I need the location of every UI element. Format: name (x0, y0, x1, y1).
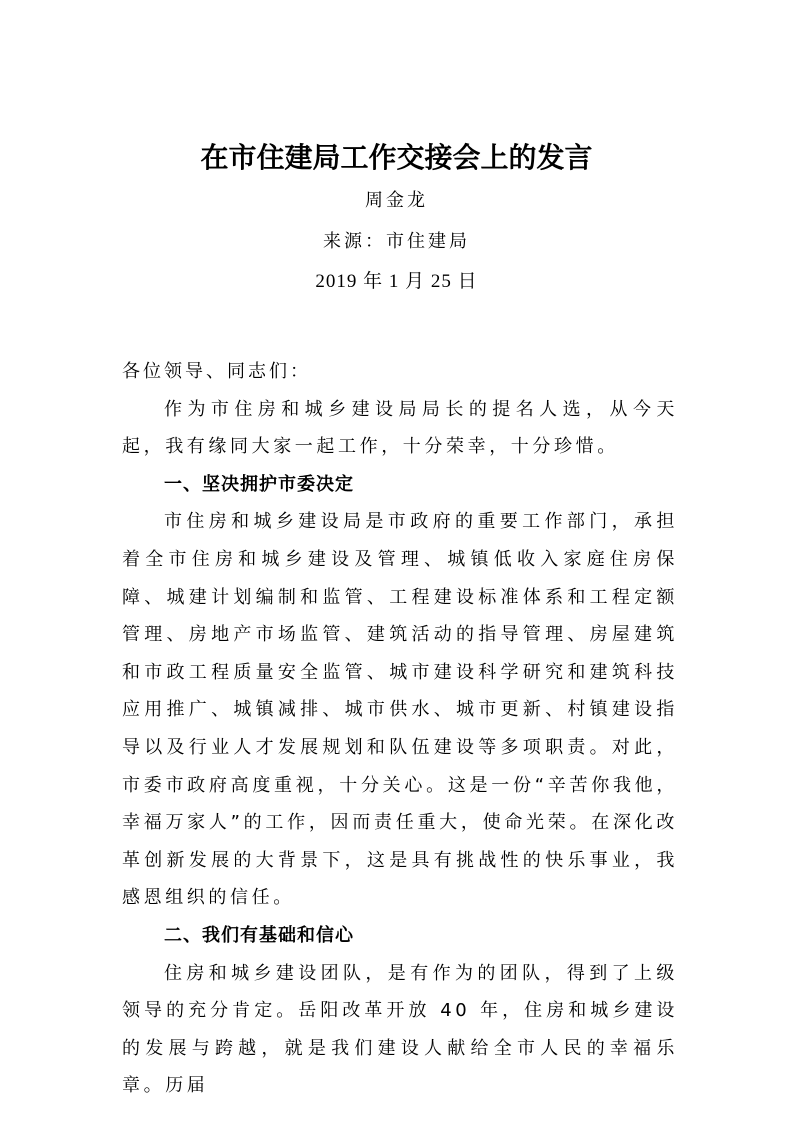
source-line: 来源：市住建局 (323, 231, 470, 252)
greeting: 各位领导、同志们： (122, 361, 311, 382)
section-paragraph-2: 住房和城乡建设团队，是有作为的团队，得到了上级领导的充分肯定。岳阳改革开放 40 年，住房和城乡建设的发展与跨越，就是我们建设人献给全市人民的幸福乐章。历届 (122, 962, 678, 1097)
section-heading-1: 一、坚决拥护市委决定 (164, 473, 354, 495)
intro-paragraph: 作为市住房和城乡建设局局长的提名人选，从今天起，我有缘同大家一起工作，十分荣幸，十分珍惜。 (122, 398, 678, 458)
date-line: 2019 年 1 月 25 日 (315, 271, 478, 292)
section-paragraph-1: 市住房和城乡建设局是市政府的重要工作部门，承担着全市住房和城乡建设及管理、城镇低收入家庭住房保障、城建计划编制和监管、工程建设标准体系和工程定额管理、房地产市场监管、建筑活动的指导管理、房屋建筑和市政工程质量安全监管、城市建设科学研究和建筑科技应用推广、城镇减排、城市供水、城市更新、村镇建设指导以及行业人才发展规划和队伍建设等多项职责。对此，市委市政府高度重视，十分关心。这是一份“辛苦你我他，幸福万家人”的工作，因而责任重大，使命光荣。在深化改革创新发展的大背景下，这是具有挑战性的快乐事业，我感恩组织的信任。 (122, 511, 678, 909)
section-heading-2: 二、我们有基础和信心 (164, 924, 354, 946)
document-body (122, 353, 678, 1105)
author: 周金龙 (365, 190, 428, 211)
document-title: 在市住建局工作交接会上的发言 (200, 141, 593, 174)
